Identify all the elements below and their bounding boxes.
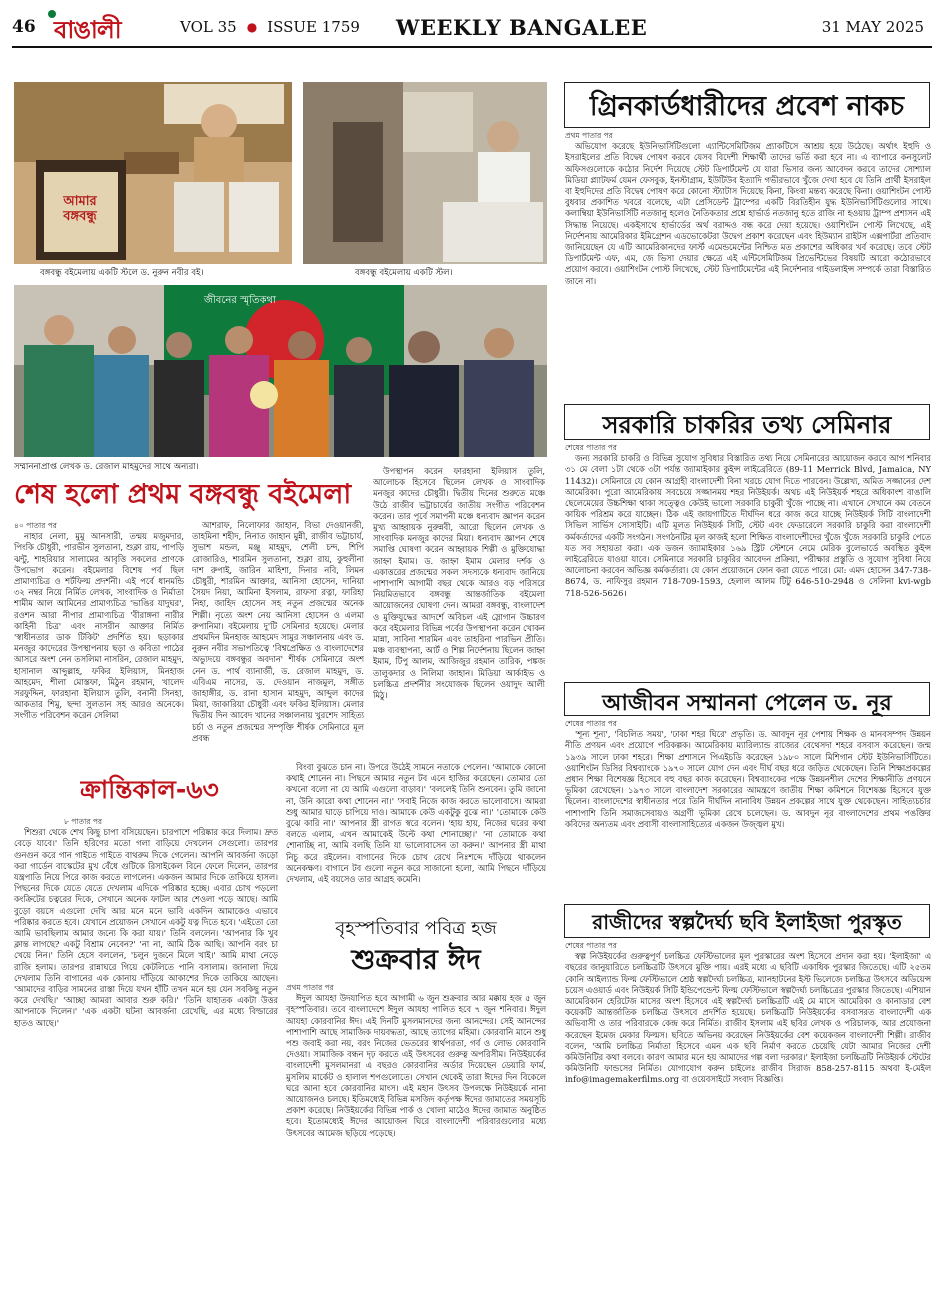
photo-stall [303,82,547,264]
greencard-text: অভিযোগ করেছে ইউনিভার্সিটিগুলো এ্যান্টিসেমিটিজম প্র্যাকটিসে আশ্রয় হয়ে উঠেছে। অর্থাৎ ইহুদি ও ইসরাইলের প্রতি বিদ্বেষ পোষণ করবে যেসব বিদেশী শিক্ষার্থী তাদের ভর্তি করা হবে না। এ ব্যাপারে কনসুলেট অফিসগুলোকে কঠোর নির্দেশ দিয়েছে স্টেট ডিপার্টমেন্ট যে যারা ভিসার জন্য আবেদন করবে তাদের সোশ্যাল মিডিয়া প্ল্যাটফর্ম যেমন ফেসবুক, ইনস্টাগ্রাম, ইউটিউব ইত্যাদি গভীরভাবে খুঁজে দেখা হবে যে তিনি প্রার্থী ইসরাইল বা ইহুদিদের প্রতি বিদ্বেষ পোষণ করে কোনো স্ট্যাটাস দিয়েছে কিনা, কিংবা মন্তব্য করেছে কিনা। ওয়াশিংটন পোস্ট বুধবার প্রকাশিত খবরে বলেছে, এটা প্রেসিডেন্ট ট্রাম্পের একটি বিরতিহীন যুদ্ধ ইউনিভার্সিটিগুলোর সাথে। কলাম্বিয়া ইউনিভার্সিটি নতজানু হলেও নৈতিকতার প্রশ্নে হার্ভার্ড নতজানু হতে রাজি না হওয়ায় ট্রাম্প প্রশাসন এই সিদ্ধান্ত নিয়েছে। একইসাথে হার্ভার্ডের অর্থ বরাদ্দও বন্ধ করে দেয়া হয়েছে। ওয়াশিংটন পোস্ট লিখেছে, এই নির্দেশনায় আমেরিকার ইমিগ্রেশন এডভোকেটরা উদ্বেগ প্রকাশ করেছেন এবং হিউম্যান রাইটস এক্সপার্টরা প্রতিবাদ জানিয়েছেন যে এটি আমেরিকানদের ফার্স্ট এমেন্ডমেন্টের নিশ্চিত মত প্রকাশের অধিকার খর্ব করেছে। তবে স্টেট ডিপার্টমেন্ট এফ, এম, জে ভিসা দেয়ার ক্ষেত্রে এই এন্টিসেমিটিজম প্রিভেন্টিভের বিষয়টি আরো কঠোরভাবে প্রয়োগ করবে। ওয়াশিংটন পোস্ট লিখেছে, স্টেট ডিপার্টমেন্টের এই নির্দেশনার গাইডলাইন্স সম্পর্কে তারা বিস্তারিত জানে না। [565,141,931,286]
bookfair-text-2: আশরাফ, নিলোফার জাহান, বিভা দেওয়ানজী, তাহমিনা শহীদ, নিনাত জাহান মুন্নী, রাজীব ভট্টাচার্য, সুভাশ মন্ডল, মঞ্জু মাহমুদ, শেলী চন্দ, শিপি রোজারিও, শারমিন সুলতানা, শুক্লা রায়, কুহুলীনা দাশ রুপাই, জারিন মাহিশা, দিনার নবি, লিমন চৌধুরী, শারমিন আক্তার, আনিসা হোসেন, দানিয়া সৈয়দ নিয়া, আমিনা ইসলাম, রাফসা রত্না, ফারিহা নিহা, জাহিদ হোসেন সহ নতুন প্রজন্মের অনেক শিল্পী। নৃত্যে অংশ নেয় আনিসা হোসেন ও এলমা রুপানিমা। বইমেলায় দু'টি সেমিনার হয়েছে। মেলার প্রথমদিন মিনহাজ আহমেদ সামুর সঞ্চালনায় এবং ড. নুরুন নবীর সভাপতিত্বে 'বিশ্বপ্রেক্ষিত ও বাংলাদেশের অভ্যুদয়ে বঙ্গবন্ধুর অবদান' শীর্ষক সেমিনারে অংশ নেন ড. পার্থ ব্যানার্জী, ড. রেজাল মাহমুদ, ড. এবিএম নাসের, ড. দেওয়ান নাজমুল, সঙ্গীত জাহাঙ্গীর, ড. রানা হাসান মাহমুদ, আব্দুল কাদের মিয়া, জাকারিয়া চৌধুরী এবং ফকির ইলিয়াস। মেলার দ্বিতীয় দিন আবেদ খানের সঞ্চালনায় খুরশেদ সাহিত্য চর্চা ও নতুন প্রজন্মের সম্পৃক্তি শীর্ষক সেমিনারে মূল প্রবন্ধ [192,520,364,743]
film-text: স্বল্প নিউইয়র্কের গুরুত্বপূর্ণ চলচ্চিত্র ফেস্টিভালের মূল পুরস্কারের অংশ হিসেবে প্রদান করা হয়। 'ইলাইজা' এ বছরের জানুয়ারিতে চলচ্চিত্রটি উৎসবে মুক্তি পায়। এরই মধ্যে এ ছবিটি একাধিক পুরস্কার জিতেছে। এটি ২৫তম কোনি আইল্যান্ড ফিল্ম ফেস্টিভালে শ্রেষ্ঠ স্বল্পদৈর্ঘ্য চলচ্চিত্র, ম্যানহাটনের ইস্ট ভিলেজে চলচ্চিত্র উৎসবে অডিয়েন্স চয়েস এওয়ার্ড এবং নিউইয়র্ক সিটি ইন্ডিপেন্ডেন্ট ফিল্ম ফেস্টিভালে স্বল্পদৈর্ঘ্য চলচ্চিত্রের পুরস্কার জিতেছে। এশিয়ান আমেরিকান হেরিটেজ মাসের অংশ হিসেবে এই স্বল্পদৈর্ঘ্য চলচ্চিত্রটি এই মে মাসে আমেরিকা ও কানাডার বেশ কয়েকটি আন্তর্জাতিক চলচ্চিত্র উৎসবে প্রদর্শিত হয়েছে। চলচ্চিত্রটি নিউইয়র্কের বসবাসরত বাংলাদেশী এক অভিবাসী ও তার পরিবারকে কেন্দ্র করে নির্মিত। রাজীব ইসলাম এই ছবির লেখক ও পরিচালক, আর প্রযোজনা করেছেন ইমেজ মেকার ফিল্মস। ছবিতে অভিনয় করেছেন নিউইয়র্কের বেশ কয়েকজন বাংলাদেশী শিল্পী। রাজীব বলেন, 'আমি চলচ্চিত্র নির্মাতা হিসেবে এমন এক ছবি নির্মাণ করতে চেয়েছি যেটা আমার নিজের দেশী কমিউনিটির কথা বলবে। কারণ আমার মনে হয় আমাদের গল্প বলা দরকার।' ইলাইজা চলচ্চিত্রটি নিউইয়র্ক স্টেটের কমিউনিটি ফান্ডসের নির্মিত। যোগাযোগ করুন চাইলেঃ রাজীব সিরাজ 858-257-8115 অথবা ই-মেইল info@imagemakerfilms.org বা ওয়েবসাইটে সংবাদ বিজ্ঞপ্তি। [565,951,931,1085]
kranti-text-1: শিশুরা থেকে শেখ কিছু চাপা বসিয়েছেন। চারপাশে পরিষ্কার করে দিলাম। দ্রুত বেড়ে যাবে।' তিনি হরিণের মতো গলা বাড়িয়ে দেখলেন সেগুলো। তারপর গুনগুন করে গান গাইতে গাইতে বাথরুম দিকে গেলেন। আপনি আবর্জনা জড়ো করা গার্ডেন বাস্কেটের মুখ বেঁধে গুটিকে রিসাইকেল বিনে ফেলে দিলেন, তারপর যন্ত্রপাতি নিয়ে পিরে কাজ করতে লাগলেন। একজন আমার দিকে তাকিয়ে হাসল। পিছনের দিকে যেতে যেতে দেখলাম এদিকে পরিষ্কার হচ্ছে। এবার চোখ পড়লো কংক্রিটের চত্বরের দিকে, সেখানে অনেক ফাটল আর শেওলা পড়ে আছে। আমি বুড়ো বয়সে এগুলো দেখি আর মনে মনে ভাবি একদিন আমাকেও এভাবে পরিষ্কার করতে হবে। যেখানে প্রয়োজন সেখানে একটু যত্ন দিতে হবে। 'এইতো তো আমি ভাবছিলাম আমার জন্যে কি করা যায়।' তিনি বললেন। 'আপনার কি খুব ক্লান্ত লাগছে? একটু বিশ্রাম নেবেন?' 'না না, আমি ঠিক আছি। আপনি বরং চা খেয়ে নিন।' তিনি হেসে বললেন, 'চলুন দুজনে মিলে খাই।' আমি মাথা নেড়ে রাজি হলাম। তারপর রান্নাঘরে গিয়ে কেটলিতে পানি বসালাম। জানালা দিয়ে দেখলাম তিনি বাগানের এক কোনায় দাঁড়িয়ে আকাশের দিকে তাকিয়ে আছেন। 'আমাদের বাড়ির সামনের রাস্তা দিয়ে যখন হাঁটি তখন মনে হয় যেন সবকিছু নতুন করে দেখছি।' 'আচ্ছা আমরা আবার শুরু করি।' 'তিনি যাহাতক একটা উত্তর আপনাকে দিলেন।' 'এক একটা ঘটনা আবর্জনা রেখেছি, এর মধ্যে বিল্ডারের হাতও আছে।' [14,827,278,1028]
seminar-col [565,442,931,678]
photo-caption-2: বঙ্গবন্ধু বইমেলায় একটি স্টল। [355,268,453,278]
page-number: 46 [12,17,36,37]
award-col [565,718,931,900]
bookfair-col-1 [14,520,184,752]
logo-text: বাঙালী [54,16,121,44]
film-continued: শেষের পাতার পর [565,941,617,950]
photo-book-stall [14,82,292,264]
banner-text: জীবনের স্মৃতিকথা [204,295,276,306]
photo-caption-1: বঙ্গবন্ধু বইমেলায় একটি স্টলে ড. নুরুন নবীর বই। [40,268,204,278]
greencard-col [565,130,931,400]
seminar-continued: শেষের পাতার পর [565,443,617,452]
issue-label: ISSUE 1759 [267,18,360,36]
stall-illustration [303,82,547,264]
eid-col [286,982,546,1278]
eid-continued: প্রথম পাতার পর [286,983,334,992]
kranti-continued: ৮ পাতার পর [64,817,103,826]
photo-group [14,285,547,457]
eid-text: ঈদুল আযহা উদযাপিত হবে আগামী ৬ জুন শুক্রবার আর মক্কায় হজ ৫ জুন বৃহস্পতিবার। তবে বাংলাদেশে ঈদুল আযহা পালিত হবে ৭ জুন শনিবার। ঈদুল আযহা কোরবানির ঈদ। এই দিনটি মুসলমানদের জন্য আনন্দের। সেই আনন্দের পাশাপাশি আছে সামাজিক দায়বদ্ধতা, আছে ত্যাগের মহিমা। কোরবানি মানে শুধু পশু জবাই করা নয়, বরং নিজের ভেতরের স্বার্থপরতা, গর্ব ও লোভ কোরবানি দেওয়া। সামাজিক বন্ধন দৃঢ় করতে এই উৎসবের গুরুত্ব অপরিসীম। নিউইয়র্কের বাংলাদেশী মুসলমানরা এ বছরও কোরবানির অর্ডার দিয়েছেন ডেয়ারি ফার্ম, মুসলিম মার্কেট ও হালাল শপগুলোতে। সেখান থেকেই তারা ঈদের দিন বিকেলে ঘরে আনা হবে কোরবানির মাংস। এই মহান উৎসব উপলক্ষে নিউইয়র্কে নানা আয়োজনও চলছে। ইতিমধ্যেই বিভিন্ন মসজিদ কর্তৃপক্ষ ঈদের জামাতের সময়সূচি প্রকাশ করেছে। নিউইয়র্কের বিভিন্ন পার্ক ও খোলা মাঠেও ঈদের জামাত অনুষ্ঠিত হবে। ইতোমধ্যেই ঈদের আয়োজন ঘিরে বাংলাদেশী পরিবারগুলোর মধ্যে উৎসবের আমেজ ছড়িয়ে পড়েছে। [286,993,546,1138]
paper-title: WEEKLY BANGALEE [395,14,648,40]
seminar-headline: সরকারি চাকরির তথ্য সেমিনার [602,411,892,439]
kranti-col-2 [286,762,546,906]
book-stall-illustration [14,82,292,264]
bookfair-text-1: নাহার নেলা, মুমু আনসারী, তন্ময় মজুমদার, পিংকি চৌধুরী, পারভীন সুলতানা, শুক্লা রায়, পাপড়ি ঝন্টু, শাহরিয়ার সালামের আবৃত্তি সকলের প্রাণকে উপভোগ করেন। বইমেলার বিশেষ পর্ব ছিল প্রামাণ্যচিত্র ও শর্টফিল্ম প্রদর্শনী। এই পর্বে ধানমন্ডি ৩২ নম্বর নিয়ে নির্মিত লেখক, সাংবাদিক ও নির্মাতা শামীম আল আমিনের প্রামাণ্যচিত্র 'ভাঙির যাদুঘর', রওশন আরা নীপার প্রামাণ্যচিত্র 'বীরাঙ্গনা নারীর কাহিনী চিত্র' এবং নাসরীন আক্তার নির্মিত 'স্বাধীনতার ডাক টিকিট' প্রদর্শিত হয়। ছড়াকার মনজুর কাদেরের উপস্থাপনায় ছড়া ও কবিতা পাঠের আসরে অংশ নেন তসলিমা নাসরিন, রেজাল মাহমুদ, হাসানাল আব্দুল্লাহ, ফকির ইলিয়াস, মিনহাজ আহমেদ, শীলা মোস্তফা, মিঠুন রহমান, খালেদ সরফুদ্দিন, ফারহানা ইলিয়াস তুলি, বনানী সিনহা, আকতার শিমু, ছন্দা সুলতান সহ আরও অনেকে। সংগীত পরিবেশন করেন সেলিমা [14,531,184,721]
book-cover-title: আমার বঙ্গবন্ধু [63,194,97,224]
group-illustration [14,285,547,457]
seminar-text: জন্য সরকারি চাকরি ও বিভিন্ন সুযোগ সুবিধার বিস্তারিত তথ্য নিয়ে সেমিনারের আয়োজন করবে আগ শনিবার ৩১ মে বেলা ১টা থেকে ৩টা পর্যন্ত জ্যামাইকার কুইন্স লাইব্রেরিতে (89-11 Merrick Blvd, Jamaica, NY 11432)। সেমিনারে যে কোন আগ্রহী বাংলাদেশী বিনা খরচে যোগ দিতে পারবেন। উল্লেখ্য, অমিত সজ্জানের দেশ আমেরিকা। পুরো আমেরিকায় সবচেয়ে সজ্জানময় শহর নিউইয়র্ক। অথচ এই নিউইয়র্ক শহরে অধিকাংশ বাঙালি ছেলেমেয়ের উচ্চশিক্ষা থাকা সত্ত্বেও কেউই ভালো সরকারি চাকুরী খুঁজে পাচ্ছে না। এখানে সেখানে কম বেতনে কায়িক পরিশ্রম করে যাচ্ছেন। ঠিক এই জায়গাটিতে দীর্ঘদিন ধরে কাজ করে যাচ্ছে নিউইয়র্ক সিটি বাংলাদেশী সিভিল সার্ভিস সোসাইটি। এটি মূলত নিউইয়র্ক সিটি, স্টেট এবং ফেডারেলে সরকারি চাকুরি করা বাংলাদেশী কর্মকর্তাদের একটি সংগঠন। সংগঠনটির মূল কাজই হলো শিক্ষিত বাংলাদেশীদের খুঁজে খুঁজে সরকারি চাকুরি পেতে যত সব সহায়তা করা। এক ডজন জ্যামাইকার ১৬৯ স্ট্রিট স্টেশনে নেমে মেরিক বুলেভার্ডে অবস্থিত কুইন্স লাইব্রেরিতে যাওয়া যাবে। সেমিনারে সরকারি চাকুরির আবেদন প্রক্রিয়া, পরীক্ষার প্রস্তুতি ও সুযোগ সুবিধা নিয়ে আলোচনা করবেন অভিজ্ঞ কর্মকর্তারা। যে কোন প্রয়োজনে ফোন করা যেতে পারে। মো: এমদ হোসেন 347-738-8674, ড. নাফিসুর রহমান 718-709-1593, হেলাল আলম টিটু 646-510-2948 ও সেলিনা kvi-wgb 718-526-5626। [565,453,931,598]
award-text: 'শূন্য শূন্য', 'বিচলিত সময়', 'ঢাকা শহর ঘিরে' প্রভৃতি। ড. আবদুন নূর পেশায় শিক্ষক ও মানবসম্পদ উন্নয়ন নীতি প্রণয়ন এবং প্রয়োগে পরিকল্পক। আমেরিকায় ম্যারিল্যান্ড রাজ্যের বেথেসদা শহরে বসবাস করেছেন। জন্ম ১৯৩৯ সালে ঢাকা শহরে। শিক্ষা প্রশাসনে পিএইচডি করেছেন ১৯৮০ সালে মিশিগান স্টেট ইউনিভার্সিটিতে। ওয়াশিংটন ডিসির বিশ্বব্যাংকে ১৯৭০ সালে যোগ দেন এবং দীর্ঘ বছর ধরে জড়িত থেকেছেন। তিনি শিক্ষাপ্রকল্পের প্রধান শিক্ষা বিশেষজ্ঞ হিসেবে বহু বছর কাজ করেছেন। বিশ্বব্যাংকের পক্ষে উন্নয়নশীল দেশের শিক্ষানীতি প্রণয়নে ভূমিকা রেখেছেন। ১৯৭৩ সালে বাংলাদেশ সরকারের আমন্ত্রণে জাতীয় শিক্ষা কমিশনে বিশেষজ্ঞ হিসেবে যুক্ত ছিলেন। বাংলাদেশের স্বাধীনতার পরে তিনি দীর্ঘদিন নানাবিধ উন্নয়ন প্রকল্পের সাথে যুক্ত থেকেছেন। সাহিত্যচর্চার পাশাপাশি তিনি সমাজসেবায়ও অগ্রণী ভূমিকা রেখে চলেছেন। ড. আবদুন নূর বাংলাদেশের প্রথম পঙক্তির কবিদের অন্যতম এবং প্রবাসী বাংলাসাহিত্যের একজন উজ্জ্বল মুখ। [565,729,931,829]
bookfair-text-3: উপস্থাপন করেন ফারহানা ইলিয়াস তুলি, আলোচক হিসেবে ছিলেন লেখক ও সাংবাদিক মনজুর কাদের চৌধুরী। দ্বিতীয় দিনের শুরুতে মঞ্চে উঠে রাজীব ভট্টাচার্যের জাতীয় সংগীত পরিবেশন করেন। তার পূর্বে সমাপনী মঞ্চে ধন্যবাদ জ্ঞাপন করেন মুখ্য আহ্বায়ক নুরুন্নবী, আরো ছিলেন লেখক ও সাংবাদিক মনজুর কাদের মিয়া। ধন্যবাদ জ্ঞাপন শেষে সমাপ্তি ঘোষণা করেন আহ্বায়ক শিল্পী ও মুক্তিযোদ্ধা জাহ্না ইমাম। ড. জাহ্না ইমাম মেলার দর্শক ও একাত্তরের প্রজন্মের সকল সদস্যকে ধন্যবাদ জানিয়ে পাশাপাশি আগামী বছর থেকে আরও বড় পরিসরে নিয়মিতভাবে বঙ্গবন্ধু আন্তর্জাতিক বইমেলা আয়োজনের ঘোষণা দেন। আমরা বঙ্গবন্ধু, বাংলাদেশ ও মুক্তিযুদ্ধের আদর্শে অবিচল এই স্লোগান উচ্চারণ করে বইমেলার বিভিন্ন পর্বের উপস্থাপনা করেন খোকন মান্না, সাবিনা শারমিন এবং তাহরিনা পারভিন প্রীতি। মঞ্চ ব্যবস্থাপনা, আর্ট ও শিল্প নির্দেশনায় ছিলেন জাহ্না ইমাম, টিপু আলম, আজিজুর রহমান তারিক, পঙ্কজ তালুকদার ও নিলিমা জাহান। মিডিয়া আর্কাইভ ও চলচ্চিত্র প্রদর্শনীর সংযোজক ছিলেন ওয়াদুদ আলী মিঠু। [373,466,545,701]
bullet-icon: ● [246,20,258,34]
volume-label: VOL 35 [180,18,237,36]
award-headline: আজীবন সম্মাননা পেলেন ড. নূর [602,691,892,716]
bookfair-continued: ৪০ পাতার পর [14,521,57,530]
page-header [12,8,932,48]
bookfair-headline: শেষ হলো প্রথম বঙ্গবন্ধু বইমেলা [14,479,352,510]
greencard-continued: প্রথম পাতার পর [565,131,613,140]
kranti-text-2: বিংবা বুঝতে চান না। উপরে উঠেই সামনে নতাকে পেলেন। 'আমাকে কোনো কথাই শোনেন না। পিছনে আমার নতুন টব এনে হাজির করেছেন। তোমার তো কখনো বলো না যে আমি এগুলো বাড়াব।' 'বললেই তিনি শুনবেন। তুমি জানো না, উনি কারো কথা শোনেন না।' 'সবাই নিজে কাজ করতে ভালোবাসে। আমরা শুধু আমার ঘাড়ে চাপিয়ে দাও। আমাকে কেউ একটুকু বুঝে না।' 'তোমাকে কেউ বুঝে কারি না।' আপনার স্ত্রী রাগত স্বরে বলেন। 'হায় হায়, নিজের ঘরের কথা বলতে এলাম, এখন আমাকেই উল্টে কথা শোনাচ্ছো।' 'না তোমাকে কথা শোনাচ্ছি না, আমি বলছি তিনি যা ভালোবাসেন তা করুন।' আপনার স্ত্রী মাথা নিচু করে রইলেন। বাগানের দিকে চোখ রেখে নিঃশব্দে দাঁড়িয়ে থাকলেন অনেকক্ষণ। বাগানে টব গুলো নতুন করে সাজানো হলো, আমি পিছনে দাঁড়িয়ে দেখলাম, এই বয়সেও তার আগ্রহ কমেনি। [286,762,546,885]
photo-caption-3: সম্মাননাপ্রাপ্ত লেখক ড. রেজাল মাহমুদের সাথে অন্যরা। [14,462,199,472]
greencard-headline: গ্রিনকার্ডধারীদের প্রবেশ নাকচ [589,91,905,122]
film-headline: রাজীদের স্বল্পদৈর্ঘ্য ছবি ইলাইজা পুরস্কৃত [592,910,902,934]
eid-headline-1: বৃহস্পতিবার পবিত্র হজ [335,918,497,939]
publication-date: 31 MAY 2025 [821,18,924,36]
newspaper-logo [48,10,140,44]
bookfair-col-3 [373,466,545,752]
kranti-col-1 [14,816,278,1278]
issue-meta [180,18,360,36]
kranti-headline: ক্রান্তিকাল-৬৩ [80,775,219,804]
bookfair-col-2 [192,520,364,752]
award-continued: শেষের পাতার পর [565,719,617,728]
film-col [565,940,931,1280]
eid-headline-2: শুক্রবার ঈদ [351,943,481,976]
